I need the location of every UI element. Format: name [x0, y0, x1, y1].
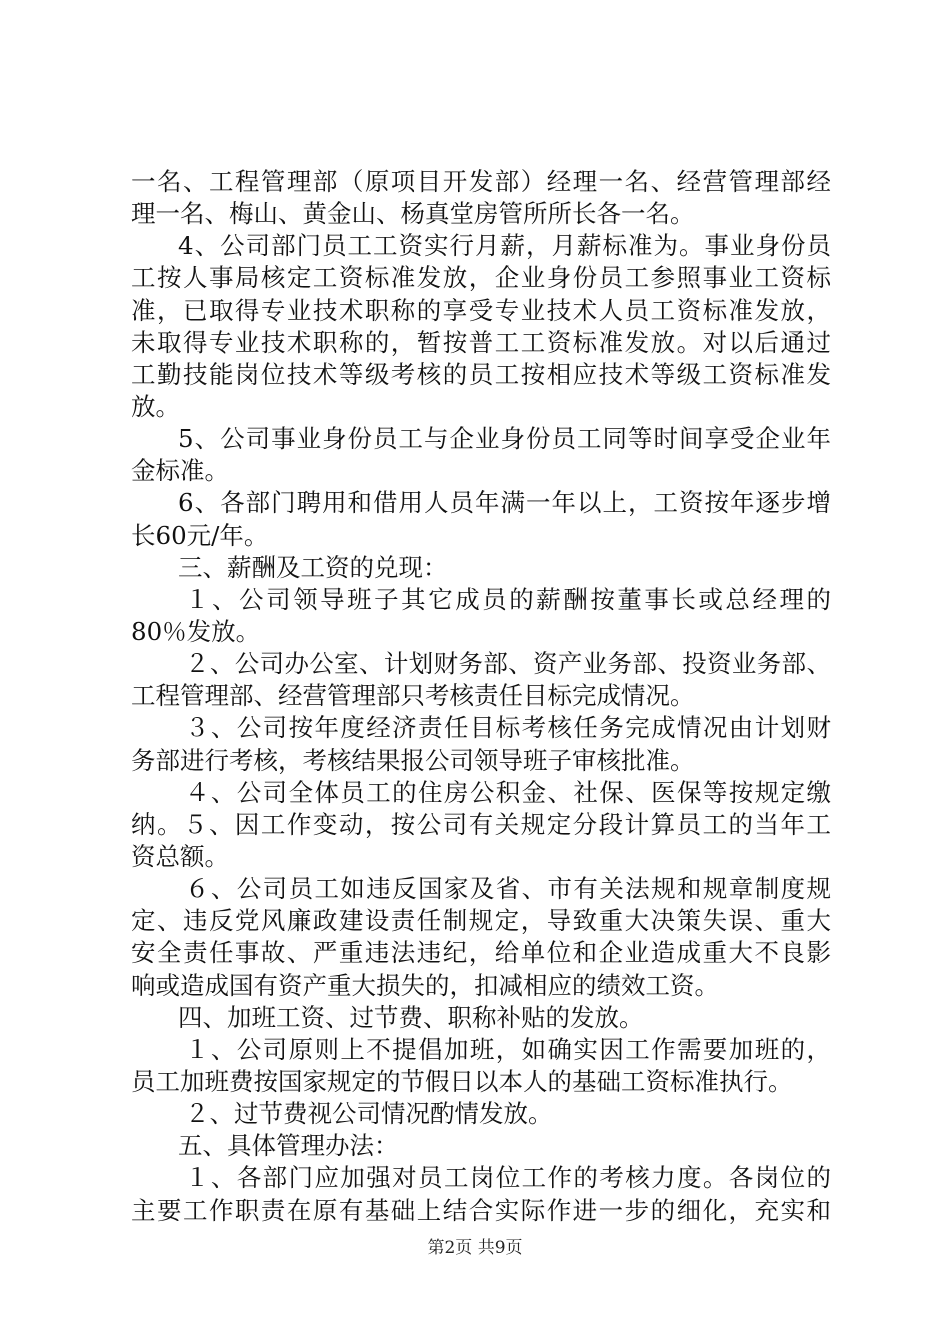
- section-heading: 四、加班工资、过节费、职称补贴的发放。: [178, 1002, 644, 1032]
- paragraph-line: １、公司领导班子其它成员的薪酬按董事长或总经理的: [185, 584, 831, 614]
- section-heading: 三、薪酬及工资的兑现：: [178, 552, 448, 582]
- paragraph-line: 80％发放。: [131, 616, 261, 646]
- paragraph-line: 资总额。: [131, 841, 229, 871]
- paragraph-line: 一名、工程管理部（原项目开发部）经理一名、经营管理部经: [131, 167, 831, 196]
- paragraph-line: 务部进行考核，考核结果报公司领导班子审核批准。: [131, 745, 695, 775]
- paragraph-line: 6、各部门聘用和借用人员年满一年以上，工资按年逐步增: [178, 488, 831, 518]
- paragraph-line: 工勤技能岗位技术等级考核的员工按相应技术等级工资标准发: [131, 359, 831, 389]
- paragraph-line: 5、公司事业身份员工与企业身份员工同等时间享受企业年: [178, 424, 831, 454]
- page-number-footer: 第2页 共9页: [427, 1238, 523, 1258]
- paragraph-line: 工程管理部、经营管理部只考核责任目标完成情况。: [131, 681, 695, 711]
- paragraph-line: 长60元/年。: [131, 520, 269, 550]
- section-heading: 五、具体管理办法：: [178, 1131, 399, 1161]
- paragraph-line: １、公司原则上不提倡加班，如确实因工作需要加班的，: [185, 1034, 831, 1064]
- paragraph-line: 理一名、梅山、黄金山、杨真堂房管所所长各一名。: [131, 199, 695, 229]
- paragraph-line: ６、公司员工如违反国家及省、市有关法规和规章制度规: [185, 874, 831, 904]
- paragraph-line: ４、公司全体员工的住房公积金、社保、医保等按规定缴: [185, 777, 831, 807]
- paragraph-line: 准，已取得专业技术职称的享受专业技术人员工资标准发放，: [131, 295, 831, 325]
- paragraph-line: １、各部门应加强对员工岗位工作的考核力度。各岗位的: [185, 1163, 831, 1193]
- paragraph-line: ２、公司办公室、计划财务部、资产业务部、投资业务部、: [185, 649, 831, 679]
- paragraph-line: 定、违反党风廉政建设责任制规定，导致重大决策失误、重大: [131, 906, 831, 936]
- paragraph-line: 未取得专业技术职称的，暂按普工工资标准发放。对以后通过: [131, 327, 831, 357]
- paragraph-line: 金标准。: [131, 456, 229, 486]
- paragraph-line: 主要工作职责在原有基础上结合实际作进一步的细化，充实和: [131, 1195, 831, 1225]
- paragraph-line: 纳。５、因工作变动，按公司有关规定分段计算员工的当年工: [131, 809, 831, 839]
- paragraph-line: ３、公司按年度经济责任目标考核任务完成情况由计划财: [185, 713, 831, 743]
- paragraph-line: 响或造成国有资产重大损失的，扣减相应的绩效工资。: [131, 970, 719, 1000]
- paragraph-line: 员工加班费按国家规定的节假日以本人的基础工资标准执行。: [131, 1066, 793, 1096]
- paragraph-line: 放。: [131, 391, 180, 421]
- paragraph-line: ２、过节费视公司情况酌情发放。: [185, 1099, 553, 1129]
- paragraph-line: 4、公司部门员工工资实行月薪，月薪标准为。事业身份员: [178, 231, 831, 261]
- paragraph-line: 工按人事局核定工资标准发放，企业身份员工参照事业工资标: [131, 263, 831, 293]
- paragraph-line: 安全责任事故、严重违法违纪，给单位和企业造成重大不良影: [131, 938, 831, 968]
- document-body: [131, 166, 831, 1227]
